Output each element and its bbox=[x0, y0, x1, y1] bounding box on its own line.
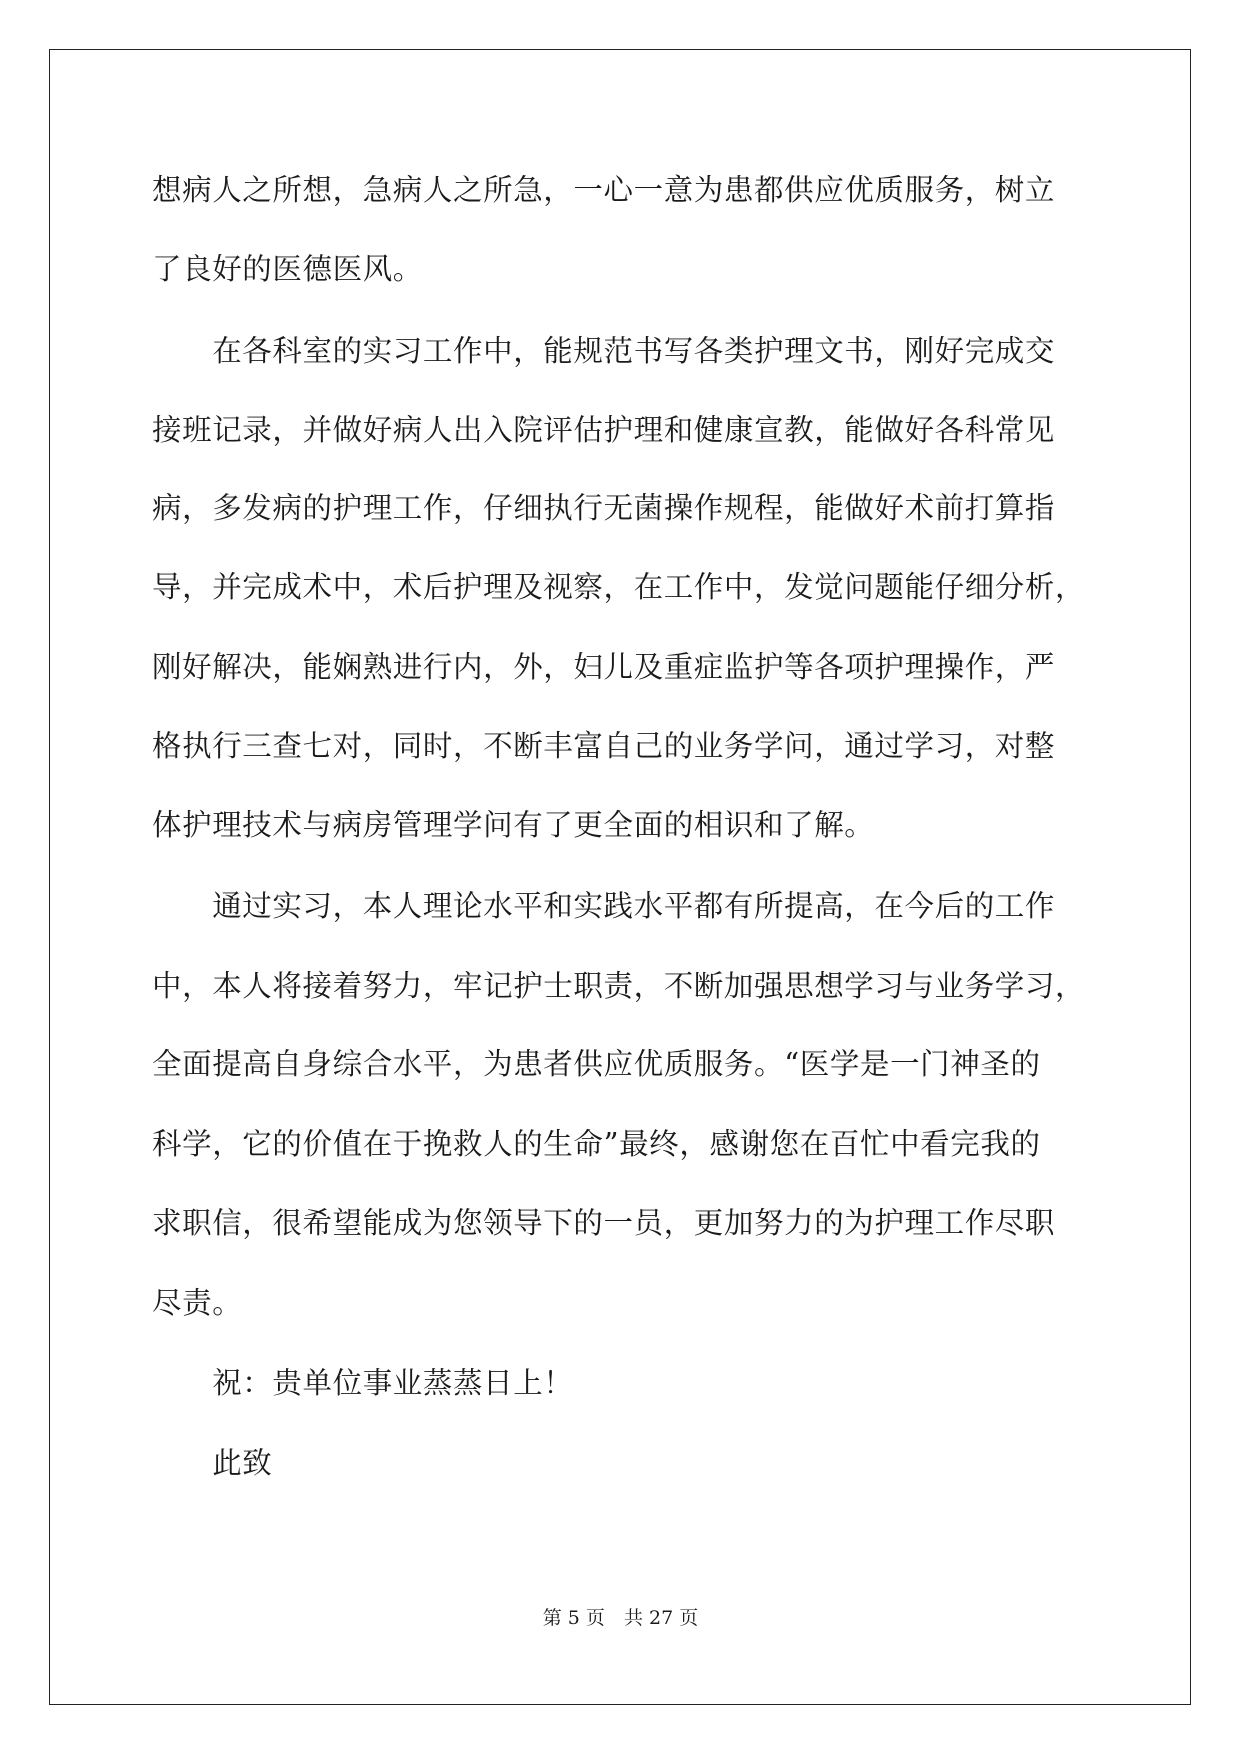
page-total: 共 27 页 bbox=[623, 1607, 699, 1629]
body-text-line: 尽责。 bbox=[152, 1286, 243, 1320]
body-text-line: 中，本人将接着努力，牢记护士职责，不断加强思想学习与业务学习， bbox=[152, 969, 1086, 1003]
body-text-line: 格执行三查七对，同时，不断丰富自己的业务学问，通过学习，对整 bbox=[152, 729, 1056, 763]
body-text-line: 全面提高自身综合水平，为患者供应优质服务。“医学是一门神圣的 bbox=[152, 1047, 1041, 1081]
body-text-line: 接班记录，并做好病人出入院评估护理和健康宣教，能做好各科常见 bbox=[152, 413, 1056, 447]
page-footer bbox=[0, 1606, 1241, 1630]
body-text-line: 求职信，很希望能成为您领导下的一员，更加努力的为护理工作尽职 bbox=[152, 1206, 1056, 1240]
closing-wish: 祝：贵单位事业蒸蒸日上！ bbox=[152, 1366, 574, 1400]
body-text-line: 病，多发病的护理工作，仔细执行无菌操作规程，能做好术前打算指 bbox=[152, 491, 1056, 525]
body-text-line: 想病人之所想，急病人之所急，一心一意为患都供应优质服务，树立 bbox=[152, 173, 1056, 207]
body-text-line: 在各科室的实习工作中，能规范书写各类护理文书，刚好完成交 bbox=[152, 334, 1056, 368]
body-text-line: 科学，它的价值在于挽救人的生命”最终，感谢您在百忙中看完我的 bbox=[152, 1127, 1041, 1161]
body-text-line: 体护理技术与病房管理学问有了更全面的相识和了解。 bbox=[152, 808, 875, 842]
body-text-line: 通过实习，本人理论水平和实践水平都有所提高，在今后的工作 bbox=[152, 889, 1056, 923]
body-text-line: 刚好解决，能娴熟进行内，外，妇儿及重症监护等各项护理操作，严 bbox=[152, 650, 1056, 684]
body-text-line: 了良好的医德医风。 bbox=[152, 252, 423, 286]
closing-salutation: 此致 bbox=[152, 1446, 273, 1480]
body-text-line: 导，并完成术中，术后护理及视察，在工作中，发觉问题能仔细分析， bbox=[152, 570, 1086, 604]
page-number: 第 5 页 bbox=[542, 1607, 605, 1629]
